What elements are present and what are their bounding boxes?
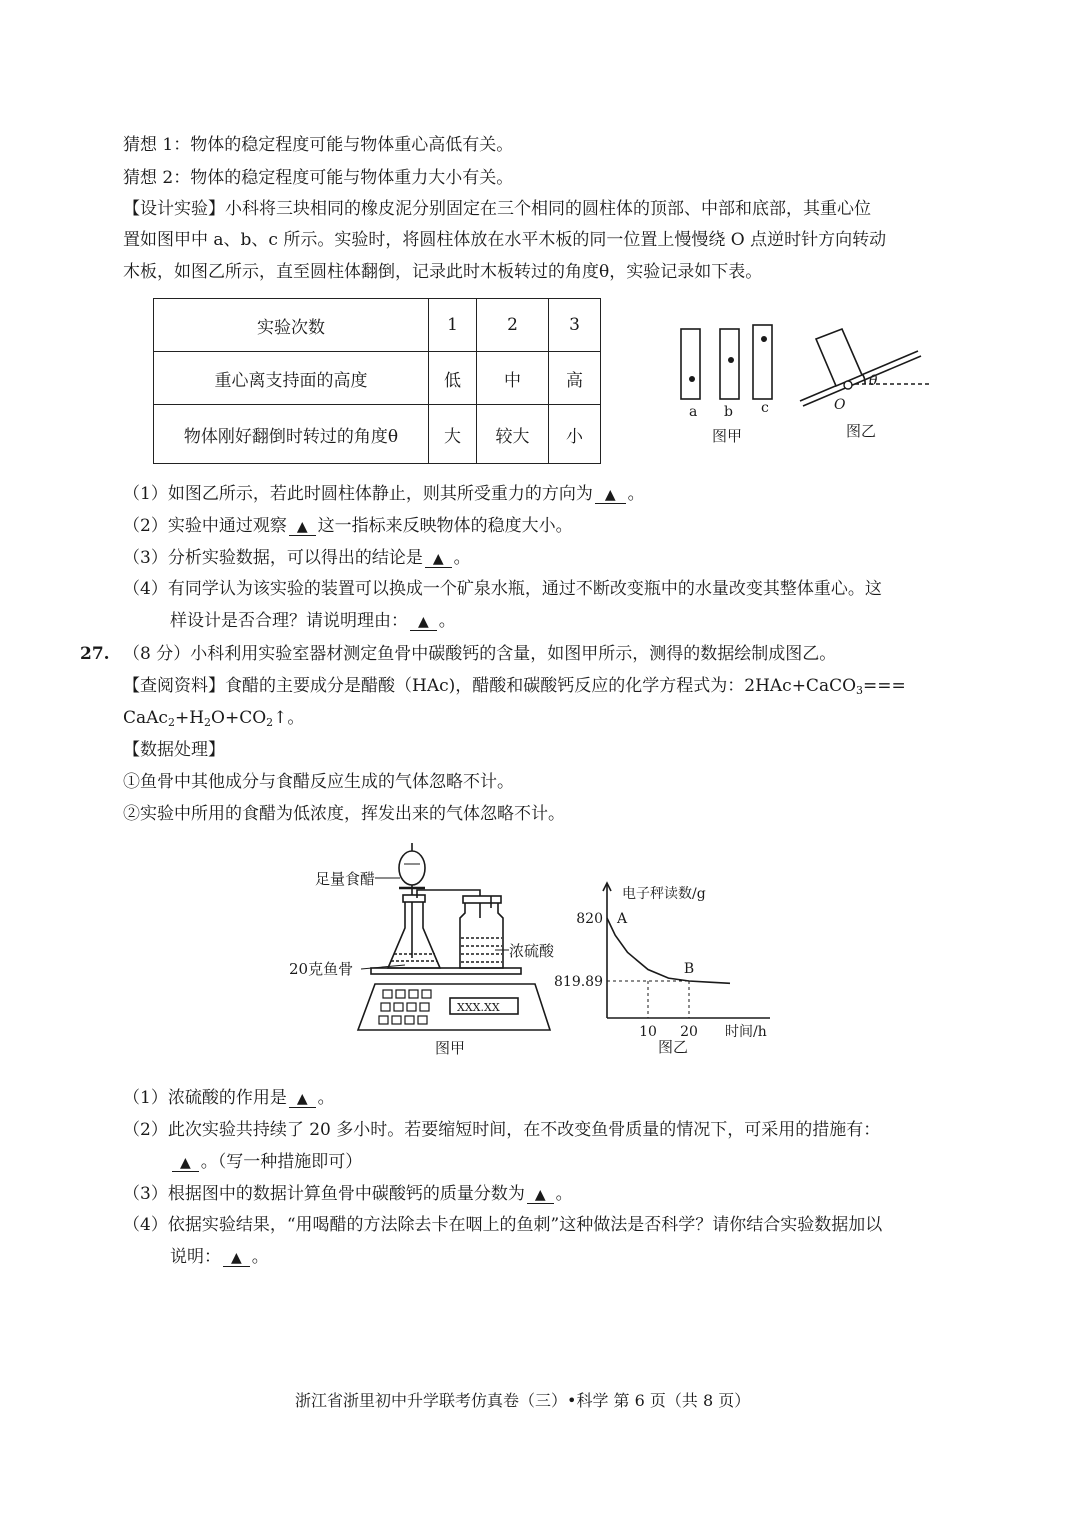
equation-part: ↑。 [273, 708, 305, 728]
table-cell: 中 [477, 352, 549, 405]
pivot-label: O [834, 397, 846, 413]
x-tick-10: 10 [639, 1024, 657, 1040]
q26-3-end: 。 [453, 548, 471, 568]
x-tick-20: 20 [680, 1024, 698, 1040]
q26-4-line-2 [170, 613, 456, 631]
answer-blank: ▲ [289, 519, 316, 536]
q26-1-end: 。 [627, 484, 645, 504]
reference-line-1 [123, 678, 906, 695]
table-cell: 大 [429, 405, 477, 464]
caption-yi: 图乙 [846, 422, 877, 440]
q26-4-end: 。 [438, 611, 456, 631]
subscript: 2 [167, 716, 175, 729]
hypothesis-1: 猜想 1：物体的稳定程度可能与物体重心高低有关。 [123, 135, 514, 155]
center-of-gravity-b [728, 357, 734, 363]
fishbone-label: 20克鱼骨 [289, 960, 354, 978]
y-tick-820: 820 [576, 911, 603, 927]
q26-3 [123, 550, 471, 568]
connecting-tube [417, 890, 480, 918]
design-line-3: 木板，如图乙所示，直至圆柱体翻倒，记录此时木板转过的角度θ，实验记录如下表。 [123, 262, 763, 282]
q27-2-line-1: （2）此次实验共持续了 20 多小时。若要缩短时间，在不改变鱼骨质量的情况下，可采用的措施有： [123, 1120, 881, 1140]
cylinder-b [720, 329, 739, 399]
q27-3-text: （3）根据图中的数据计算鱼骨中碳酸钙的质量分数为 [123, 1184, 525, 1204]
cylinder-figures [660, 315, 950, 455]
center-of-gravity-c [761, 336, 767, 342]
table-cell: 3 [549, 299, 601, 352]
separatory-funnel [399, 851, 425, 885]
table-cell: 小 [549, 405, 601, 464]
subscript: 2 [266, 716, 274, 729]
table-cell: 实验次数 [154, 299, 429, 352]
answer-blank: ▲ [595, 487, 626, 504]
label-c: c [761, 400, 769, 416]
y-axis-label: 电子秤读数/g [622, 886, 706, 902]
equation-part: CaAc [123, 708, 168, 728]
cylinder-a [681, 329, 700, 399]
equation-part: +H [174, 708, 205, 728]
x-axis-label: 时间/h [725, 1024, 767, 1040]
table-cell: 重心离支持面的高度 [154, 352, 429, 405]
caption-jia: 图甲 [712, 427, 743, 445]
q27-1 [123, 1090, 335, 1108]
hypothesis-2: 猜想 2：物体的稳定程度可能与物体重力大小有关。 [123, 168, 514, 188]
design-line-1: 【设计实验】小科将三块相同的橡皮泥分别固定在三个相同的圆柱体的顶部、中部和底部，其重心位 [123, 199, 871, 219]
label-b: b [724, 404, 733, 420]
q27-3-end: 。 [555, 1184, 573, 1204]
answer-blank: ▲ [172, 1155, 199, 1172]
scale-pan [371, 968, 521, 974]
q26-2 [123, 518, 573, 536]
pivot-point [844, 381, 852, 389]
q26-1-text: （1）如图乙所示，若此时圆柱体静止，则其所受重力的方向为 [123, 484, 593, 504]
table-cell: 高 [549, 352, 601, 405]
q27-1-text: （1）浓硫酸的作用是 [123, 1088, 287, 1108]
q26-3-text: （3）分析实验数据，可以得出的结论是 [123, 548, 423, 568]
scale-reading: XXX.XX [457, 1001, 500, 1014]
table-cell: 物体刚好翻倒时转过的角度θ [154, 405, 429, 464]
vinegar-label: 足量食醋 [315, 870, 376, 888]
question-27-number: 27. [80, 644, 110, 664]
apparatus-caption: 图甲 [435, 1039, 466, 1057]
table-cell: 低 [429, 352, 477, 405]
apparatus-figure [285, 838, 555, 1060]
q26-1 [123, 486, 645, 504]
reference-text: 【查阅资料】食醋的主要成分是醋酸（HAc)，醋酸和碳酸钙反应的化学方程式为：2HAc+CaCO [123, 676, 857, 696]
q27-1-end: 。 [317, 1088, 335, 1108]
q27-4-text: 说明： [170, 1247, 221, 1267]
q27-2-line-2 [170, 1154, 362, 1172]
question-27-intro: （8 分）小科利用实验室器材测定鱼骨中碳酸钙的含量，如图甲所示，测得的数据绘制成图乙。 [123, 644, 837, 664]
acid-label: 浓硫酸 [509, 942, 555, 960]
table-row [154, 405, 601, 464]
q27-4-line-2 [170, 1249, 269, 1267]
q26-2-end: 这一指标来反映物体的稳度大小。 [317, 516, 573, 536]
q27-4-end: 。 [251, 1247, 269, 1267]
table-cell: 2 [477, 299, 549, 352]
point-a-label: A [617, 911, 628, 927]
y-tick-819-89: 819.89 [554, 974, 603, 990]
table-cell: 较大 [477, 405, 549, 464]
answer-blank: ▲ [289, 1091, 316, 1108]
keypad [379, 990, 431, 1024]
table-row [154, 299, 601, 352]
table-row [154, 352, 601, 405]
q27-4-line-1: （4）依据实验结果，“用喝醋的方法除去卡在咽上的鱼刺”这种做法是否科学？请你结合实验数据加以 [123, 1215, 883, 1235]
page-footer: 浙江省浙里初中升学联考仿真卷（三）•科学 第 6 页（共 8 页） [295, 1391, 751, 1410]
q27-2-end: 。（写一种措施即可） [200, 1152, 363, 1172]
equation-sign: === [863, 676, 906, 696]
tilted-cylinder [816, 329, 862, 386]
equation-line [123, 710, 304, 727]
angle-arc [863, 375, 865, 384]
table-cell: 1 [429, 299, 477, 352]
answer-blank: ▲ [425, 551, 452, 568]
q27-3 [123, 1186, 573, 1204]
conical-flask [388, 900, 440, 968]
mass-time-chart [554, 875, 780, 1060]
answer-blank: ▲ [223, 1250, 250, 1267]
point-b-label: B [683, 961, 695, 977]
cylinder-c [753, 325, 772, 399]
experiment-table [153, 298, 601, 464]
design-line-2: 置如图甲中 a、b、c 所示。实验时，将圆柱体放在水平木板的同一位置上慢慢绕 O 点逆时针方向转动 [123, 230, 887, 250]
subscript: 2 [204, 716, 212, 729]
chart-caption: 图乙 [658, 1038, 689, 1056]
acid-bottle [460, 902, 503, 968]
data-note-2: ②实验中所用的食醋为低浓度，挥发出来的气体忽略不计。 [123, 804, 565, 824]
subscript: 3 [856, 684, 864, 697]
center-of-gravity-a [689, 376, 695, 382]
angle-theta: θ [869, 373, 878, 389]
data-curve [607, 918, 730, 983]
data-note-1: ①鱼骨中其他成分与食醋反应生成的气体忽略不计。 [123, 772, 514, 792]
data-processing-title: 【数据处理】 [123, 740, 225, 760]
q26-2-text: （2）实验中通过观察 [123, 516, 287, 536]
answer-blank: ▲ [410, 614, 437, 631]
equation-part: O+CO [211, 708, 267, 728]
label-a: a [689, 404, 698, 420]
q26-4-line-1: （4）有同学认为该实验的装置可以换成一个矿泉水瓶，通过不断改变瓶中的水量改变其整体重心。这 [123, 579, 882, 599]
answer-blank: ▲ [527, 1187, 554, 1204]
q26-4-text: 样设计是否合理？请说明理由： [170, 611, 408, 631]
